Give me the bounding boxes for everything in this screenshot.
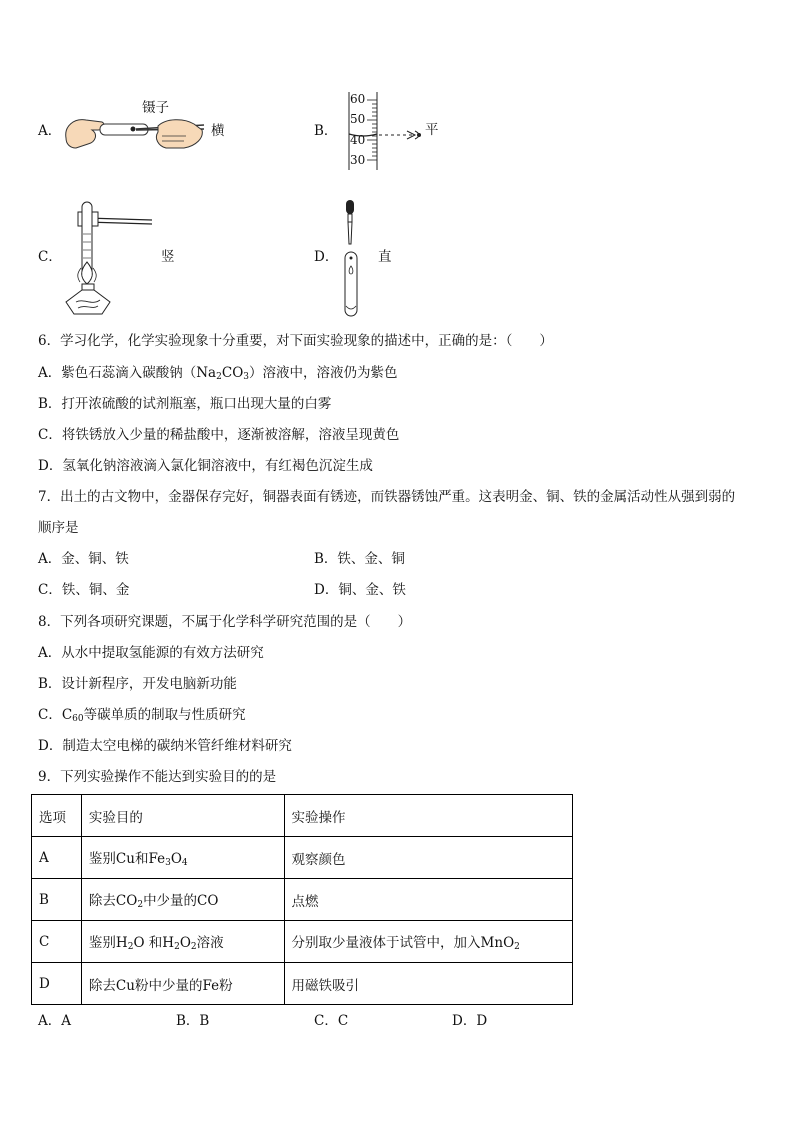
figure-b-scale-60: 60 [350, 92, 366, 106]
q7-stem-line2: 顺序是 [38, 520, 79, 536]
row-option: D [32, 963, 82, 1005]
figure-b-scale-40: 40 [350, 133, 366, 147]
q8-option-d: D．制造太空电梯的碳纳米管纤维材料研究 [38, 738, 292, 754]
table-row [32, 963, 573, 1005]
q9-answer-d: D．D [452, 1013, 488, 1029]
figure-a-letter: A． [38, 123, 62, 139]
q6-option-c: C．将铁锈放入少量的稀盐酸中，逐渐被溶解，溶液呈现黄色 [38, 427, 400, 443]
q9-answer-a: A．A [38, 1013, 71, 1029]
figure-b-scale-30: 30 [350, 153, 366, 167]
figure-a-side-label: 横 [211, 123, 225, 139]
row-operation: 观察颜色 [284, 837, 572, 879]
row-option: C [32, 921, 82, 963]
figure-d-letter: D． [314, 249, 339, 265]
q6-stem: 6．学习化学，化学实验现象十分重要，对下面实验现象的描述中，正确的是：（ ） [38, 333, 553, 349]
q9-answer-c: C．C [314, 1013, 349, 1029]
q9-experiment-table [31, 794, 573, 1005]
table-header-row [32, 795, 573, 837]
row-option: B [32, 879, 82, 921]
q7-option-c: C．铁、铜、金 [38, 582, 130, 598]
q6-option-b: B．打开浓硫酸的试剂瓶塞，瓶口出现大量的白雾 [38, 396, 332, 412]
q9-answer-b: B．B [176, 1013, 210, 1029]
q8-option-b: B．设计新程序，开发电脑新功能 [38, 676, 237, 692]
figure-c-heating-tube-illustration [62, 198, 157, 316]
q6-option-d: D．氢氧化钠溶液滴入氯化铜溶液中，有红褐色沉淀生成 [38, 458, 373, 474]
row-purpose: 鉴别Cu和$Fe_3O_4$ [81, 837, 284, 879]
q8-option-a: A．从水中提取氢能源的有效方法研究 [38, 645, 264, 661]
q8-option-c: C．$C_{60}$等碳单质的制取与性质研究 [38, 707, 246, 724]
q9-stem: 9．下列实验操作不能达到实验目的的是 [38, 769, 277, 785]
row-operation: 分别取少量液体于试管中，加入MnO$_2$ [284, 921, 572, 963]
figure-c-side-label: 竖 [161, 249, 175, 265]
row-purpose: 除去Cu粉中少量的Fe粉 [81, 963, 284, 1005]
figure-d-side-label: 直 [378, 249, 392, 265]
q7-option-a: A．金、铜、铁 [38, 551, 129, 567]
table-row [32, 879, 573, 921]
figure-c-letter: C． [38, 249, 62, 265]
row-option: A [32, 837, 82, 879]
header-purpose: 实验目的 [81, 795, 284, 837]
q7-option-b: B．铁、金、铜 [314, 551, 405, 567]
figure-a-test-tube-tweezers-illustration [62, 108, 212, 158]
row-operation: 点燃 [284, 879, 572, 921]
q7-stem-line1: 7．出土的古文物中，金器保存完好，铜器表面有锈迹，而铁器锈蚀严重。这表明金、铜、铁的金属活动性从强到弱的 [38, 489, 736, 505]
row-purpose: 鉴别$H_2O$ 和$H_2O_2$溶液 [81, 921, 284, 963]
q8-stem: 8．下列各项研究课题，不属于化学科学研究范围的是（ ） [38, 614, 412, 630]
figure-a-tool-label: 镊子 [142, 100, 169, 116]
row-purpose: 除去$CO_2$中少量的CO [81, 879, 284, 921]
figure-b-side-label: 平 [425, 122, 439, 138]
figure-b-scale-50: 50 [350, 112, 366, 126]
header-option: 选项 [32, 795, 82, 837]
row-operation: 用磁铁吸引 [284, 963, 572, 1005]
q7-option-d: D．铜、金、铁 [314, 582, 406, 598]
table-row [32, 837, 573, 879]
q6-option-a: A．紫色石蕊滴入碳酸钠$(Na_2CO_3)$溶液中，溶液仍为紫色 [38, 365, 398, 382]
header-operation: 实验操作 [284, 795, 572, 837]
figure-b-letter: B． [314, 123, 338, 139]
table-row [32, 921, 573, 963]
figure-d-dropper-tube-illustration [340, 196, 370, 318]
